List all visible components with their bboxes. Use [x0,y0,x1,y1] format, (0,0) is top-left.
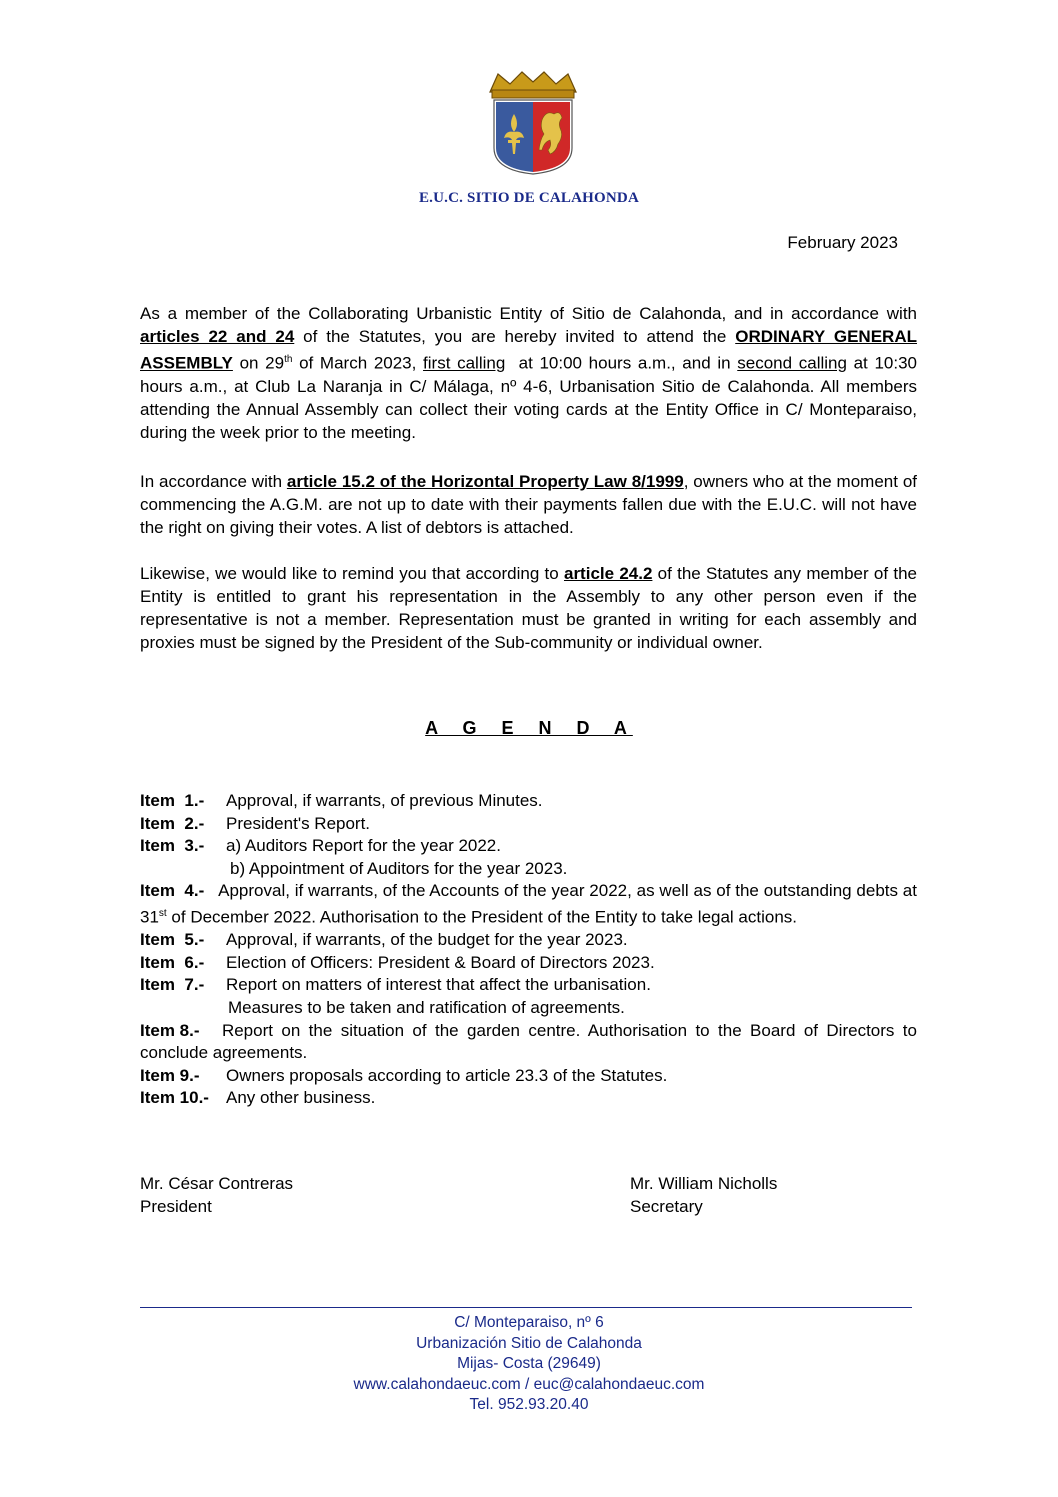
item-text: Report on the situation of the garden centre. Authorisation to the Board of Directors to conclude agreements. [140,1020,917,1063]
text-run: Likewise, we would like to remind you that according to [140,564,564,583]
text-run: As a member of the Collaborating Urbanistic Entity of Sitio de Calahonda, and in accordance with [140,304,917,323]
item-number: Item 10.- [140,1088,209,1108]
text-run: of March 2023, [292,353,424,373]
ordinal-suffix: th [284,354,293,365]
item-text: b) Appointment of Auditors for the year 2023. [230,858,568,878]
agenda-subitem [140,858,917,881]
footer-phone: Tel. 952.93.20.40 [469,1396,589,1413]
footer-contact [0,1313,1058,1416]
signatory-name: Mr. César Contreras [140,1174,294,1193]
debtors-paragraph [140,470,917,539]
item-text: Approval, if warrants, of the Accounts of the year 2022, as well as of the outstanding debts at 31 [140,881,917,927]
item-text: President's Report. [226,813,371,833]
organization-name: E.U.C. SITIO DE CALAHONDA [418,190,640,206]
second-calling: second calling [737,353,847,373]
text-run: of the Statutes, you are hereby invited to attend the [294,327,736,346]
item-number: Item 8.- [140,1020,200,1040]
item-text: Measures to be taken and ratification of agreements. [228,998,625,1017]
agenda-item [140,1020,917,1065]
assembly-name: ORDINARY GENERAL ASSEMBLY [140,327,917,373]
item-number: Item 5.- [140,930,205,950]
text-run: at 10:30 hours a.m., at Club La Naranja in C/ Málaga, nº 4-6, Urbanisation Sitio de Calahonda. All members attending the Annual Assembly can collect their voting cards at the Entity Office in C/ Monteparaiso, during the week prior to the meeting. [140,353,917,442]
representation-paragraph [140,562,917,654]
agenda-item [140,835,917,858]
law-reference: article 15.2 of the Horizontal Property Law 8/1999 [286,472,684,491]
item-text: Approval, if warrants, of the budget for the year 2023. [226,930,628,950]
agenda-item [140,952,917,975]
item-text: Any other business. [226,1088,376,1108]
footer-urbanization: Urbanización Sitio de Calahonda [416,1334,642,1352]
coat-of-arms-icon [484,70,582,176]
agenda-item [140,790,917,813]
agenda-item [140,1065,917,1088]
statute-articles-reference: articles 22 and 24 [140,327,295,346]
agenda-subitem [140,997,917,1020]
item-number: Item 2.- [140,813,205,833]
item-text: a) Auditors Report for the year 2022. [226,836,501,856]
item-number: Item 4.- [140,881,205,901]
article-reference: article 24.2 [563,564,653,583]
item-text: of December 2022. Authorisation to the President of the Entity to take legal actions. [166,907,798,927]
text-run: on 29 [232,353,285,373]
ordinal-suffix: st [158,907,167,919]
footer-address: C/ Monteparaiso, nº 6 [454,1314,604,1331]
president-signature-block [140,1172,293,1218]
first-calling: first calling [423,353,506,373]
item-text: Report on matters of interest that affect the urbanisation. [226,975,651,995]
item-number: Item 3.- [140,836,205,856]
signatory-title: Secretary [630,1197,703,1216]
footer-web-email: www.calahondaeuc.com / euc@calahondaeuc.com [353,1375,705,1393]
agenda-item [140,880,917,929]
item-text: Owners proposals according to article 23.3 of the Statutes. [226,1065,668,1085]
agenda-item [140,813,917,836]
item-text: Election of Officers: President & Board of Directors 2023. [226,952,655,972]
footer-divider [140,1307,912,1308]
agenda-title: A G E N D A [425,718,633,738]
text-run: of the Statutes any member of the Entity is entitled to grant his representation in the Assembly to any other person even if the representative is not a member. Representation must be granted in writing for each assembly and proxies must be signed by the President of the Sub-community or individual owner. [140,564,917,652]
secretary-signature-block [630,1172,777,1218]
signatory-title: President [140,1197,212,1216]
item-text: Approval, if warrants, of previous Minutes. [226,791,543,810]
agenda-item [140,1087,917,1110]
text-run: In accordance with [140,472,287,491]
item-number: Item 1.- [140,791,205,810]
agenda-item [140,974,917,997]
item-number: Item 7.- [140,975,205,995]
letter-date: February 2023 [787,233,898,252]
signatory-name: Mr. William Nicholls [630,1174,778,1193]
item-number: Item 9.- [140,1065,200,1085]
footer-city: Mijas- Costa (29649) [457,1355,601,1372]
agenda-list [140,790,917,1110]
text-run: , owners who at the moment of commencing the A.G.M. are not up to date with their payments fallen due with the E.U.C. will not have the right on giving their votes. A list of debtors is attached. [140,472,917,537]
invitation-paragraph [140,302,917,444]
agenda-item [140,929,917,952]
item-number: Item 6.- [140,952,205,972]
text-run: at 10:00 hours a.m., and in [505,353,738,373]
